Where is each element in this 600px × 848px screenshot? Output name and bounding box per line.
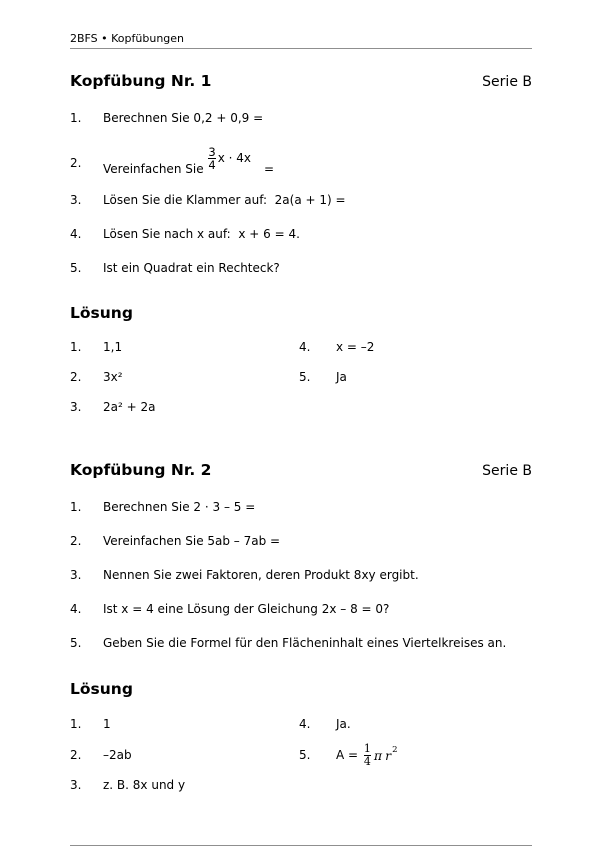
item-number: 5. (70, 261, 82, 275)
pi-symbol: π (373, 747, 383, 763)
item-formula (103, 144, 275, 176)
fraction (364, 743, 371, 767)
answer-number: 3. (70, 400, 82, 414)
solution-list (70, 341, 532, 414)
fraction-expression (208, 146, 251, 171)
formula-tail: x · 4x (217, 150, 251, 165)
exercise-item (70, 603, 532, 616)
solution-row (70, 779, 532, 792)
fraction-numerator: 1 (363, 742, 371, 755)
header-rule (70, 48, 532, 49)
solution-row (70, 341, 532, 354)
solution-title: Lösung (70, 304, 133, 322)
solution-row (70, 401, 532, 414)
item-text: Vereinfachen Sie 5ab – 7ab = (103, 534, 281, 548)
item-text: Geben Sie die Formel für den Flächeninhalt eines Viertelkreises an. (103, 636, 507, 650)
answer-text: x = –2 (336, 340, 375, 354)
answer-number: 2. (70, 370, 82, 384)
formula-prefix: A = (336, 747, 362, 762)
answer-number: 5. (299, 370, 311, 384)
item-text: Nennen Sie zwei Faktoren, deren Produkt 8xy ergibt. (103, 568, 419, 582)
equals-sign: = (264, 161, 275, 176)
radius-variable: r (385, 747, 392, 763)
answer-number: 4. (299, 717, 311, 731)
series-label: Serie B (482, 74, 532, 90)
item-number: 5. (70, 636, 82, 650)
answer-text: z. B. 8x und y (103, 778, 186, 792)
item-text: Lösen Sie die Klammer auf: 2a(a + 1) = (103, 193, 346, 207)
exercise-item (70, 262, 532, 275)
answer-text: Ja (336, 370, 347, 384)
item-text: Lösen Sie nach x auf: x + 6 = 4. (103, 227, 300, 241)
item-number: 2. (70, 155, 82, 170)
formula-prefix: Vereinfachen Sie (103, 161, 208, 176)
exercise-item (70, 569, 532, 582)
solution-list (70, 718, 532, 792)
page-header (70, 32, 532, 45)
answer-number: 3. (70, 778, 82, 792)
section-heading-row (70, 461, 532, 479)
exponent: 2 (392, 744, 398, 755)
exercise-item (70, 637, 532, 650)
answer-text: Ja. (336, 717, 351, 731)
answer-text: 3x² (103, 370, 123, 384)
item-text: Berechnen Sie 0,2 + 0,9 = (103, 111, 264, 125)
series-label: Serie B (482, 463, 532, 479)
item-number: 1. (70, 500, 82, 514)
footer-rule (70, 845, 532, 846)
fraction (208, 146, 215, 171)
answer-number: 4. (299, 340, 311, 354)
answer-text: 2a² + 2a (103, 400, 156, 414)
header-title: 2BFS • Kopfübungen (70, 32, 185, 45)
exercise-item (70, 535, 532, 548)
answer-formula (336, 743, 532, 767)
exercise-item (70, 501, 532, 514)
item-text: Ist x = 4 eine Lösung der Gleichung 2x – 8 = 0? (103, 602, 390, 616)
item-number: 3. (70, 193, 82, 207)
item-number: 2. (70, 534, 82, 548)
item-number: 4. (70, 227, 82, 241)
section-heading-row (70, 72, 532, 90)
solution-row (70, 371, 532, 384)
item-text: Ist ein Quadrat ein Rechteck? (103, 261, 280, 275)
solution-row (70, 743, 532, 767)
solution-row (70, 718, 532, 731)
item-number: 3. (70, 568, 82, 582)
item-number: 4. (70, 602, 82, 616)
exercise-list (70, 501, 532, 650)
answer-number: 1. (70, 717, 82, 731)
section-kopfuebung-1 (70, 72, 532, 414)
fraction-denominator: 4 (363, 754, 371, 768)
exercise-item (70, 112, 532, 125)
fraction-denominator: 4 (208, 157, 216, 172)
answer-number: 1. (70, 340, 82, 354)
answer-text: 1 (103, 717, 111, 731)
exercise-list (70, 112, 532, 275)
answer-text: 1,1 (103, 340, 123, 354)
section-title: Kopfübung Nr. 1 (70, 72, 212, 90)
exercise-item (70, 194, 532, 207)
answer-text: –2ab (103, 747, 132, 762)
exercise-item (70, 228, 532, 241)
fraction-numerator: 3 (208, 144, 216, 159)
answer-number: 2. (70, 747, 82, 762)
exercise-item-formula (70, 144, 532, 182)
section-title: Kopfübung Nr. 2 (70, 461, 212, 479)
solution-title: Lösung (70, 680, 133, 698)
item-number: 1. (70, 111, 82, 125)
item-text: Berechnen Sie 2 · 3 – 5 = (103, 500, 256, 514)
answer-number: 5. (299, 747, 311, 762)
section-kopfuebung-2 (70, 461, 532, 792)
